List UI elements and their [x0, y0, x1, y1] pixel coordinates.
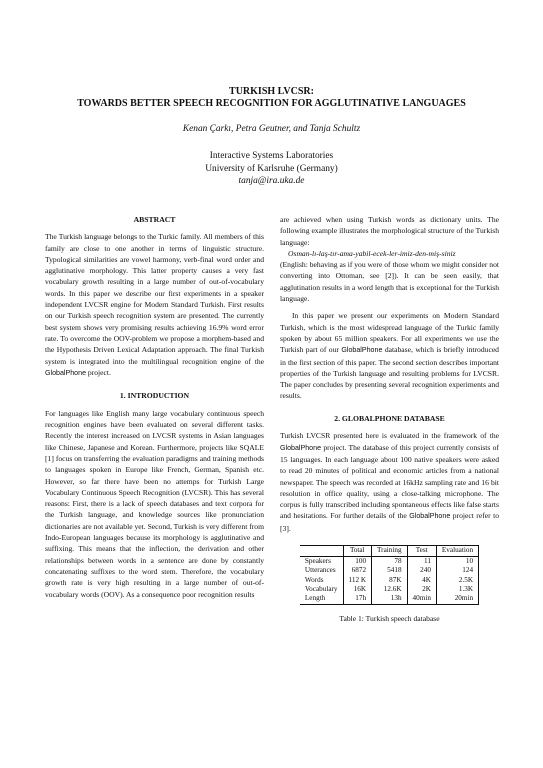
title-line-1: TURKISH LVCSR:: [229, 86, 314, 97]
table-row: [300, 585, 479, 594]
table-cell: 13h: [372, 594, 408, 604]
table-cell: 17h: [343, 594, 372, 604]
intro-paragraph-2: In this paper we present our experiments on Modern Standard Turkish, which is the most widespread language of the Turkic family spoken by about 65 million speakers. For all experiments we use the Turkish part of our GlobalPhone database, which is briefly introduced in the first section of this paper. The second section describes important properties of the Turkish language and resulting problems for LVCSR. The paper concludes by presenting several recognition experiments and results.: [280, 311, 499, 401]
table-row: [300, 566, 479, 575]
table-row: [300, 556, 479, 566]
table-caption: Table 1: Turkish speech database: [339, 613, 440, 623]
globalphone-heading: 2. GLOBALPHONE DATABASE: [334, 414, 445, 424]
table-cell: 87K: [372, 576, 408, 585]
paper-title: [0, 86, 543, 110]
table-cell: Speakers: [304, 556, 331, 565]
introduction-text: For languages like English many large vocabulary continuous speech recognition engines have been evaluated on several different tasks. Recently the interest increased on LVCSR systems in Asian languages like Chinese, Japanese and Korean. Furthermore, projects like SQALE [1] focus on transferring the evaluation paradigms and training methods to languages spoken in Europe like French, German, Spanish etc. However, so far there have been no attemps for Turkish Large Vocabulary Continuous Speech Recognition (LVCSR). This has several reasons: First, there is a lack of speech databases and text corpora for the Turkish language, and knowledge sources like pronunciation dictionaries are not available yet. Second, Turkish is very different from Indo-European languages because its morphology is agglutinative and suffixing. This means that the inflection, the derivation and other relationships between words in a sentence are done by constantly concatenating suffixes to the word stem. Therefore, the vocabulary growth rate is very high resulting in a large number of out-of-vocabulary words (OOV). As a consequence poor recognition results: [45, 408, 264, 599]
abstract-heading: ABSTRACT: [133, 215, 176, 224]
table-cell: Length: [304, 594, 326, 603]
table-cell: 1.3K: [436, 585, 478, 594]
title-line-2: TOWARDS BETTER SPEECH RECOGNITION FOR AGGLUTINATIVE LANGUAGES: [77, 98, 466, 109]
table-cell: 20min: [436, 594, 478, 604]
right-column: [280, 214, 499, 624]
abstract-text: The Turkish language belongs to the Turkic family. All members of this family are close to one another in terms of linguistic structure. Typological similarities are vowel harmony, verb-final word order and agglutinative morphology. This latter property causes a very fast vocabulary growth resulting in a large number of out-of-vocabulary words. In this paper we describe our first experiments in a speaker independent LVCSR engine for Modern Standard Turkish. First results on our Turkish speech recognition system are presented. The currently best system shows very promising results achieving 16.9% word error rate. To overcome the OOV-problem we propose a morphem-based and the Hypothesis Driven Lexical Adaptation approach. The final Turkish system is integrated into the multilingual recognition engine of the GlobalPhone project.: [45, 232, 264, 377]
table-header-cell: Test: [407, 546, 436, 556]
table-header-cell: Training: [372, 546, 408, 556]
table-cell: 6872: [343, 566, 372, 575]
table-header-cell: [300, 546, 343, 556]
table-cell: 240: [407, 566, 436, 575]
table-cell: 11: [407, 556, 436, 566]
table-cell: 5418: [372, 566, 408, 575]
speech-database-table: [300, 545, 479, 604]
left-column: [45, 214, 264, 600]
table-cell: 78: [372, 556, 408, 566]
table-cell: 12.6K: [372, 585, 408, 594]
affiliation-line-2: University of Karlsruhe (Germany): [205, 163, 338, 174]
table-cell: 100: [343, 556, 372, 566]
intro-continued-text: are achieved when using Turkish words as dictionary units. The following example illustrates the morphological structure of the Turkish language:: [280, 215, 499, 247]
table-row: [300, 576, 479, 585]
table-cell: 40min: [407, 594, 436, 604]
table-cell: 2.5K: [436, 576, 478, 585]
table-cell: 2K: [407, 585, 436, 594]
globalphone-text: Turkish LVCSR presented here is evaluated in the framework of the GlobalPhone project. The database of this project currently consists of 15 languages. In each language about 100 native speakers were asked to read 20 minutes of political and economic articles from a national newspaper. The speech was recorded at 16kHz sampling rate and 16 bit resolution in office quality, using a close-talking microphone. The corpus is fully transcribed including spontaneous effects like false starts and hesitations. For further details of the GlobalPhone project refer to [3].: [280, 431, 499, 533]
table-cell: 4K: [407, 576, 436, 585]
table-cell: 10: [436, 556, 478, 566]
table-header-cell: Evaluation: [436, 546, 478, 556]
authors: Kenan Çarkı, Petra Geutner, and Tanja Schultz: [182, 124, 361, 134]
table-cell: 16K: [343, 585, 372, 594]
turkish-example: Osman-lı-laş-tır-ama-yabil-ecek-ler-imiz-den-miş-siniz: [288, 248, 456, 258]
affiliation-line-1: Interactive Systems Laboratories: [209, 151, 334, 161]
table-cell: 112 K: [343, 576, 372, 585]
table-cell: Utterances: [304, 566, 336, 575]
table-cell: Words: [304, 575, 324, 584]
affiliation: [0, 150, 543, 188]
table-header-row: [300, 546, 479, 556]
intro-example-explanation: (English: behaving as if you were of those whom we might consider not converting into Ottoman, see [2]). It can be seen easily, that agglutination results in a word length that is exceptional for the Turkish language.: [280, 260, 499, 304]
table-cell: 124: [436, 566, 478, 575]
table-row: [300, 594, 479, 604]
email: tanja@ira.uka.de: [238, 176, 305, 186]
table-header-cell: Total: [343, 546, 372, 556]
table-cell: Vocabulary: [304, 584, 338, 593]
introduction-heading: 1. INTRODUCTION: [119, 391, 190, 401]
